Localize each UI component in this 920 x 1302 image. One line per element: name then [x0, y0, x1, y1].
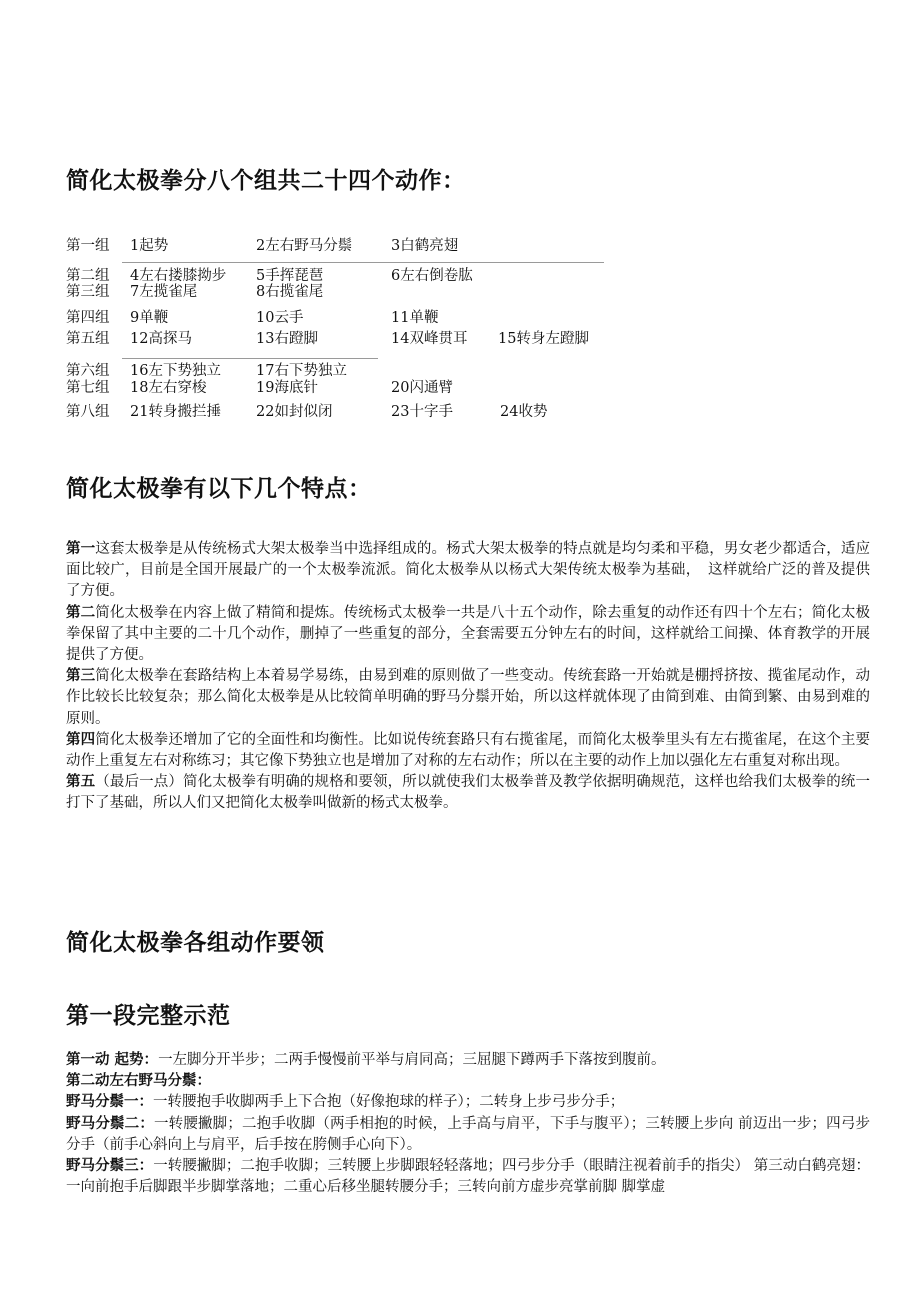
move-item: 21转身搬拦捶: [130, 404, 221, 420]
move-item: 18左右穿梭: [130, 380, 207, 396]
feature-text: 简化太极拳在内容上做了精简和提炼。传统杨式太极拳一共是八十五个动作，除去重复的动作还有四十个左右；简化太极拳保留了其中主要的二十几个动作，删掉了一些重复的部分，全套需要五分钟左右的时间，这样就给工间操、体育教学的开展提供了方便。: [66, 604, 871, 664]
move-item: 4左右搂膝拗步: [130, 268, 227, 284]
table-rule: [122, 358, 378, 359]
group-label: 第七组: [66, 380, 110, 396]
group-label: 第六组: [66, 363, 110, 379]
heading-24-forms: 简化太极拳分八个组共二十四个动作：: [66, 168, 466, 194]
group-label: 第一组: [66, 238, 110, 254]
move-item: 9单鞭: [130, 310, 169, 326]
heading-features: 简化太极拳有以下几个特点：: [66, 476, 372, 502]
step-text: 一左脚分开半步；二两手慢慢前平举与肩同高；三屈腿下蹲两手下落按到腹前。: [158, 1052, 666, 1068]
move-item: 3白鹤亮翅: [391, 238, 459, 254]
step-label: 野马分鬃一：: [66, 1094, 153, 1111]
heading-section-one: 第一段完整示范: [66, 1003, 231, 1029]
move-item: 13右蹬脚: [256, 331, 318, 347]
move-item: 6左右倒卷肱: [391, 268, 473, 284]
steps-text: [66, 1050, 870, 1198]
move-item: 23十字手: [391, 404, 453, 420]
group-label: 第三组: [66, 284, 110, 300]
group-label: 第四组: [66, 310, 110, 326]
move-item: 2左右野马分鬃: [256, 238, 353, 254]
feature-text: 简化太极拳还增加了它的全面性和均衡性。比如说传统套路只有右揽雀尾，而简化太极拳里头有左右揽雀尾，在这个主要动作上重复左右对称练习；其它像下势独立也是增加了对称的左右动作；所以在主要的动作上加以强化左右重复对称出现。: [66, 731, 871, 770]
step-text: 一转腰抱手收脚两手上下合抱（好像抱球的样子）；二转身上步弓步分手；: [153, 1094, 625, 1111]
group-label: 第五组: [66, 331, 110, 347]
group-label: 第八组: [66, 404, 110, 420]
step-text: 一转腰撇脚；二抱手收脚（两手相抱的时候，上手高与肩平，下手与腹平）；三转腰上步向 前迈出一步；四弓步分手（前手心斜向上与肩平，后手按在胯侧手心向下）。: [66, 1115, 870, 1153]
heading-essentials: 简化太极拳各组动作要领: [66, 930, 325, 956]
move-item: 16左下势独立: [130, 363, 221, 379]
table-rule: [122, 262, 604, 263]
features-text: [66, 539, 870, 815]
move-item: 1起势: [130, 238, 169, 254]
move-item: 17右下势独立: [256, 363, 347, 379]
move-item: 11单鞭: [391, 310, 439, 326]
feature-label: 第四: [66, 731, 96, 748]
feature-text: 这套太极拳是从传统杨式大架太极拳当中选择组成的。杨式大架太极拳的特点就是均匀柔和平稳，男女老少都适合，适应面比较广，目前是全国开展最广的一个太极拳流派。简化太极拳从以杨式大架传统太极拳为基础， 这样就给广泛的普及提供了方便。: [66, 541, 871, 600]
move-item: 10云手: [256, 310, 304, 326]
group-label: 第二组: [66, 268, 110, 284]
feature-label: 第三: [66, 668, 96, 685]
step-label: 第二动左右野马分鬃：: [66, 1073, 211, 1090]
feature-label: 第二: [66, 604, 96, 621]
feature-label: 第五: [66, 774, 96, 791]
step-label: 野马分鬃二：: [66, 1115, 154, 1132]
move-item: 8右揽雀尾: [256, 284, 324, 300]
move-item: 5手挥琵琶: [256, 268, 324, 284]
move-item: 12高探马: [130, 331, 192, 347]
move-item: 7左揽雀尾: [130, 284, 198, 300]
move-item: 15转身左蹬脚: [498, 331, 589, 347]
step-text: 一转腰撇脚；二抱手收脚；三转腰上步脚跟轻轻落地；四弓步分手（眼睛注视着前手的指尖） 第三动白鹤亮翅：一向前抱手后脚跟半步脚掌落地；二重心后移坐腿转腰分手；三转向前方虚步亮掌前脚 脚掌虚: [66, 1158, 871, 1196]
move-item: 14双峰贯耳: [391, 331, 468, 347]
feature-text: 简化太极拳在套路结构上本着易学易练，由易到难的原则做了一些变动。传统套路一开始就是棚捋挤按、揽雀尾动作，动作比较长比较复杂；那么简化太极拳是从比较简单明确的野马分鬃开始，所以这样就体现了由简到难、由简到繁、由易到难的原则。: [66, 668, 871, 727]
move-item: 20闪通臂: [391, 380, 453, 396]
move-item: 22如封似闭: [256, 404, 333, 420]
feature-text: （最后一点）简化太极拳有明确的规格和要领，所以就使我们太极拳普及教学依据明确规范，这样也给我们太极拳的统一打下了基础，所以人们又把简化太极拳叫做新的杨式太极拳。: [66, 774, 871, 812]
feature-label: 第一: [66, 541, 96, 557]
move-item: 24收势: [500, 404, 548, 420]
step-label: 第一动 起势：: [66, 1052, 159, 1068]
step-label: 野马分鬃三：: [66, 1158, 154, 1175]
move-item: 19海底针: [256, 380, 318, 396]
